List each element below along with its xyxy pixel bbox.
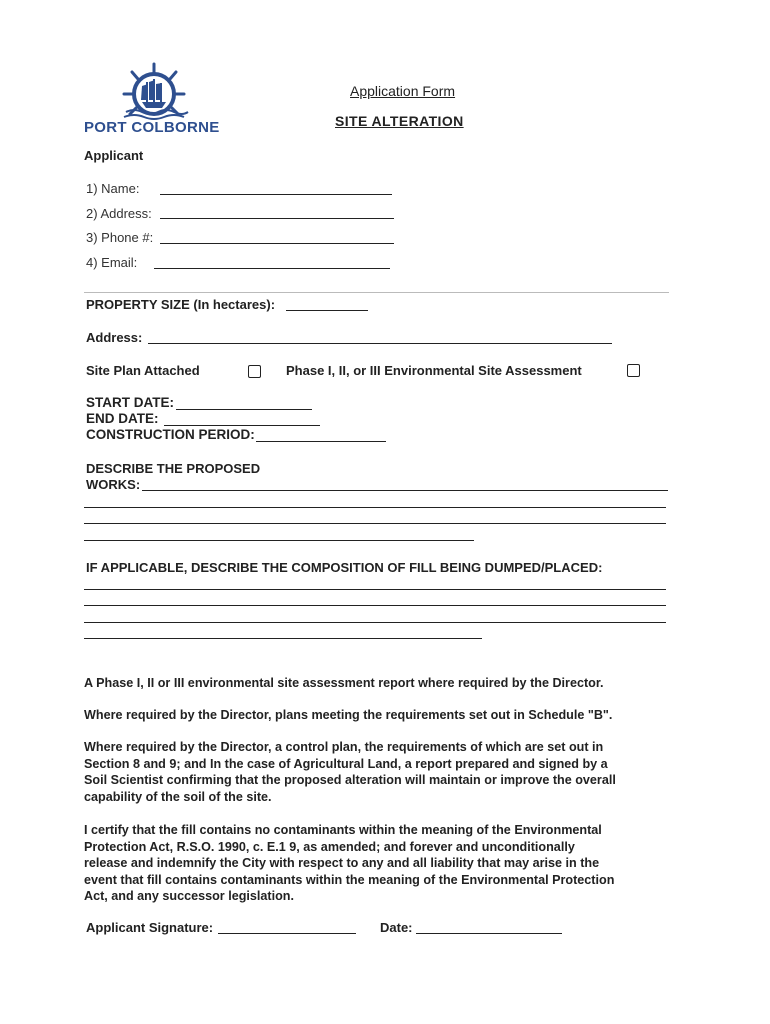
construction-period-field[interactable] <box>256 441 386 442</box>
paragraph-line: release and indemnify the City with respect to any and all liability that may arise in the <box>84 856 600 870</box>
end-date-field[interactable] <box>164 425 320 426</box>
paragraph-line: capability of the soil of the site. <box>84 789 272 804</box>
property-address-label: Address: <box>86 330 143 345</box>
esa-label: Phase I, II, or III Environmental Site Assessment <box>286 363 582 378</box>
paragraph-line: event that fill contains contaminants within the meaning of the Environmental Protection <box>84 872 615 887</box>
certification-statement <box>84 822 674 905</box>
phone-field[interactable] <box>160 243 394 244</box>
works-field-line[interactable] <box>142 490 668 491</box>
works-field-line[interactable] <box>84 507 666 508</box>
property-size-field[interactable] <box>286 310 368 311</box>
property-address-field[interactable] <box>148 343 612 344</box>
requirement-control-plan <box>84 739 674 805</box>
name-label: 1) Name: <box>86 181 140 196</box>
site-plan-label: Site Plan Attached <box>86 363 200 378</box>
paragraph-line: Section 8 and 9; and In the case of Agricultural Land, a report prepared and signed by a <box>84 756 608 771</box>
start-date-label: START DATE: <box>86 395 174 410</box>
name-field[interactable] <box>160 194 392 195</box>
signature-label: Applicant Signature: <box>86 920 214 935</box>
end-date-label: END DATE: <box>86 411 159 426</box>
paragraph-line: Protection Act, R.S.O. 1990, c. E.1 9, as amended; and forever and unconditionally <box>84 839 575 854</box>
paragraph-line: Where required by the Director, a control plan, the requirements of which are set out in <box>84 740 604 754</box>
port-colborne-logo <box>104 62 204 124</box>
fill-field-line[interactable] <box>84 589 666 590</box>
organization-name: PORT COLBORNE <box>84 119 220 136</box>
works-field-line[interactable] <box>84 523 666 524</box>
construction-period-label: CONSTRUCTION PERIOD: <box>86 427 255 442</box>
email-field[interactable] <box>154 268 390 269</box>
date-field[interactable] <box>416 933 562 934</box>
works-label-line2: WORKS: <box>86 477 141 492</box>
phone-label: 3) Phone #: <box>86 230 154 245</box>
email-label: 4) Email: <box>86 255 138 270</box>
property-size-label: PROPERTY SIZE (In hectares): <box>86 297 276 312</box>
date-label: Date: <box>380 920 413 935</box>
address-field[interactable] <box>160 218 394 219</box>
site-plan-checkbox[interactable] <box>248 365 261 378</box>
section-divider <box>84 292 669 293</box>
paragraph-line: Act, and any successor legislation. <box>84 889 294 903</box>
form-subtitle: SITE ALTERATION <box>335 113 464 129</box>
requirement-esa-report: A Phase I, II or III environmental site assessment report where required by the Director. <box>84 676 604 690</box>
fill-composition-label: IF APPLICABLE, DESCRIBE THE COMPOSITION OF FILL BEING DUMPED/PLACED: <box>86 560 603 575</box>
works-label-line1: DESCRIBE THE PROPOSED <box>86 461 261 476</box>
works-field-line[interactable] <box>84 540 474 541</box>
fill-field-line[interactable] <box>84 638 482 639</box>
signature-field[interactable] <box>218 933 356 934</box>
start-date-field[interactable] <box>176 409 312 410</box>
address-label: 2) Address: <box>86 206 152 221</box>
fill-field-line[interactable] <box>84 605 666 606</box>
paragraph-line: Soil Scientist confirming that the proposed alteration will maintain or improve the overall <box>84 773 616 787</box>
form-title: Application Form <box>350 83 456 99</box>
fill-field-line[interactable] <box>84 622 666 623</box>
paragraph-line: I certify that the fill contains no contaminants within the meaning of the Environmental <box>84 823 602 837</box>
applicant-heading: Applicant <box>84 148 144 163</box>
requirement-schedule-b: Where required by the Director, plans meeting the requirements set out in Schedule "B". <box>84 708 613 722</box>
esa-checkbox[interactable] <box>627 364 640 377</box>
